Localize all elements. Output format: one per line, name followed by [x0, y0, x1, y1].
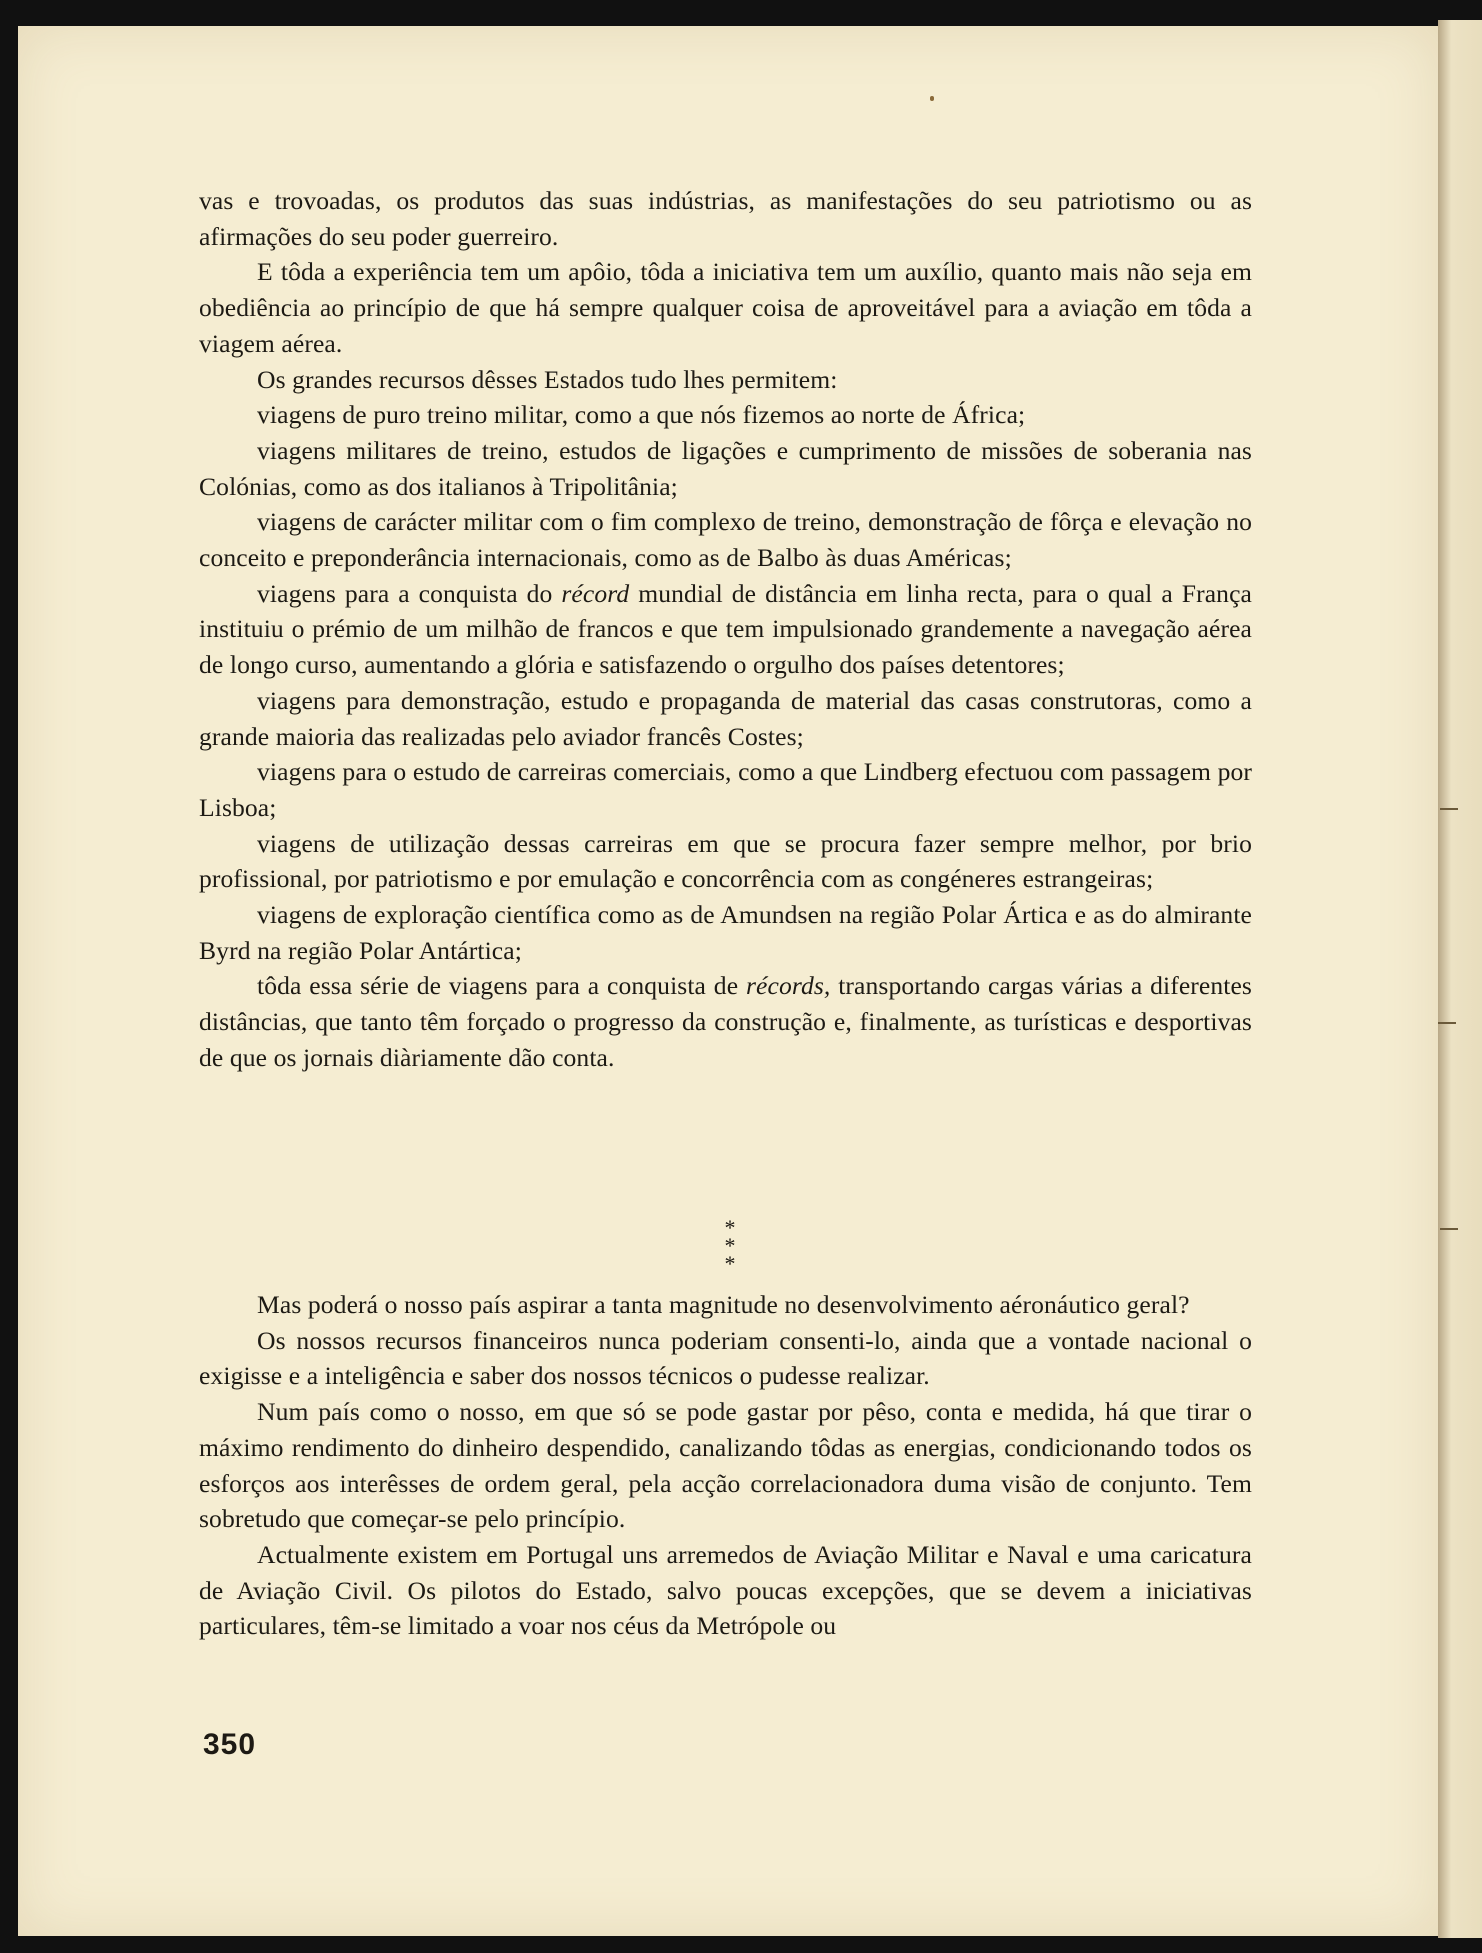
- edge-mark: [1438, 1022, 1456, 1024]
- edge-mark: [1440, 808, 1458, 810]
- edge-mark: [1440, 1228, 1458, 1230]
- list-item: viagens de exploração científica como as de Amundsen na região Polar Ártica e as do almirante Byrd na região Polar Antártica;: [199, 900, 1252, 965]
- section-divider-asterism: [680, 1215, 780, 1276]
- list-item: viagens para demonstração, estudo e propaganda de material das casas construtoras, como a grande maioria das realizadas pelo aviador francês Costes;: [199, 685, 1252, 751]
- text-run: viagens para a conquista do: [257, 578, 562, 608]
- text-run: transportando cargas várias a diferentes distâncias, que tanto têm forçado o progresso da construção e, finalmente, as turísticas e desportivas de que os jornais diàriamente dão conta.: [199, 971, 1252, 1072]
- paper-speck: [930, 96, 934, 101]
- text-run: mundial de distância em linha recta, para o qual a França instituiu o prémio de um milhão de francos e que tem impulsionado grandemente a navegação aérea de longo curso, aumentando a glória e satisfazendo o orgulho dos países detentores;: [199, 578, 1252, 680]
- asterism-bottom: * *: [724, 1233, 758, 1276]
- asterism-top: *: [724, 1215, 736, 1240]
- paragraph: Os grandes recursos dêsses Estados tudo lhes permitem:: [257, 364, 838, 394]
- section-1-text: [199, 183, 1252, 1076]
- paragraph: Mas poderá o nosso país aspirar a tanta magnitude no desenvolvimento aéronáutico geral?: [257, 1290, 1190, 1319]
- text-run: tôda essa série de viagens para a conquista de: [257, 971, 746, 1001]
- section-2-text: [199, 1287, 1252, 1644]
- list-item: [199, 576, 1252, 683]
- paragraph: Num país como o nosso, em que só se pode gastar por pêso, conta e medida, há que tirar o máximo rendimento do dinheiro despendido, canalizando tôdas as energias, condicionando todos os esforços aos interêsses de ordem geral, pela acção correlacionadora duma visão de conjunto. Tem sobretudo que começar-se pelo princípio.: [199, 1397, 1252, 1534]
- italic-term: récords,: [745, 971, 831, 1001]
- paragraph: Os nossos recursos financeiros nunca poderiam consenti-lo, ainda que a vontade nacional o exigisse e a inteligência e saber dos nossos técnicos o pudesse realizar.: [199, 1325, 1252, 1391]
- paragraph: E tôda a experiência tem um apôio, tôda a iniciativa tem um auxílio, quanto mais não seja em obediência ao princípio de que há sempre qualquer coisa de aproveitável para a aviação em tôda a viagem aérea.: [199, 257, 1252, 358]
- paragraph: vas e trovoadas, os produtos das suas indústrias, as manifestações do seu patriotismo ou as afirmações do seu poder guerreiro.: [199, 186, 1252, 251]
- list-item: viagens de carácter militar com o fim complexo de treino, demonstração de fôrça e elevação no conceito e preponderância internacionais, como as de Balbo às duas Américas;: [199, 507, 1252, 573]
- list-item: viagens de puro treino militar, como a que nós fizemos ao norte de África;: [257, 400, 1026, 430]
- facing-page-edge: [1438, 20, 1482, 1938]
- list-item: viagens militares de treino, estudos de ligações e cumprimento de missões de soberania nas Colónias, como as dos italianos à Tripolitânia;: [199, 435, 1252, 501]
- paragraph: Actualmente existem em Portugal uns arremedos de Aviação Militar e Naval e uma caricatura de Aviação Civil. Os pilotos do Estado, salvo poucas excepções, que se devem a iniciativas particulares, têm-se limitado a voar nos céus da Metrópole ou: [199, 1539, 1252, 1641]
- list-item: viagens de utilização dessas carreiras em que se procura fazer sempre melhor, por brio profissional, por patriotismo e por emulação e concorrência com as congéneres estrangeiras;: [199, 828, 1252, 894]
- list-item: viagens para o estudo de carreiras comerciais, como a que Lindberg efectuou com passagem por Lisboa;: [199, 757, 1252, 822]
- list-item: [199, 968, 1252, 1075]
- italic-term: récord: [561, 578, 630, 608]
- page-number: 350: [203, 1728, 257, 1761]
